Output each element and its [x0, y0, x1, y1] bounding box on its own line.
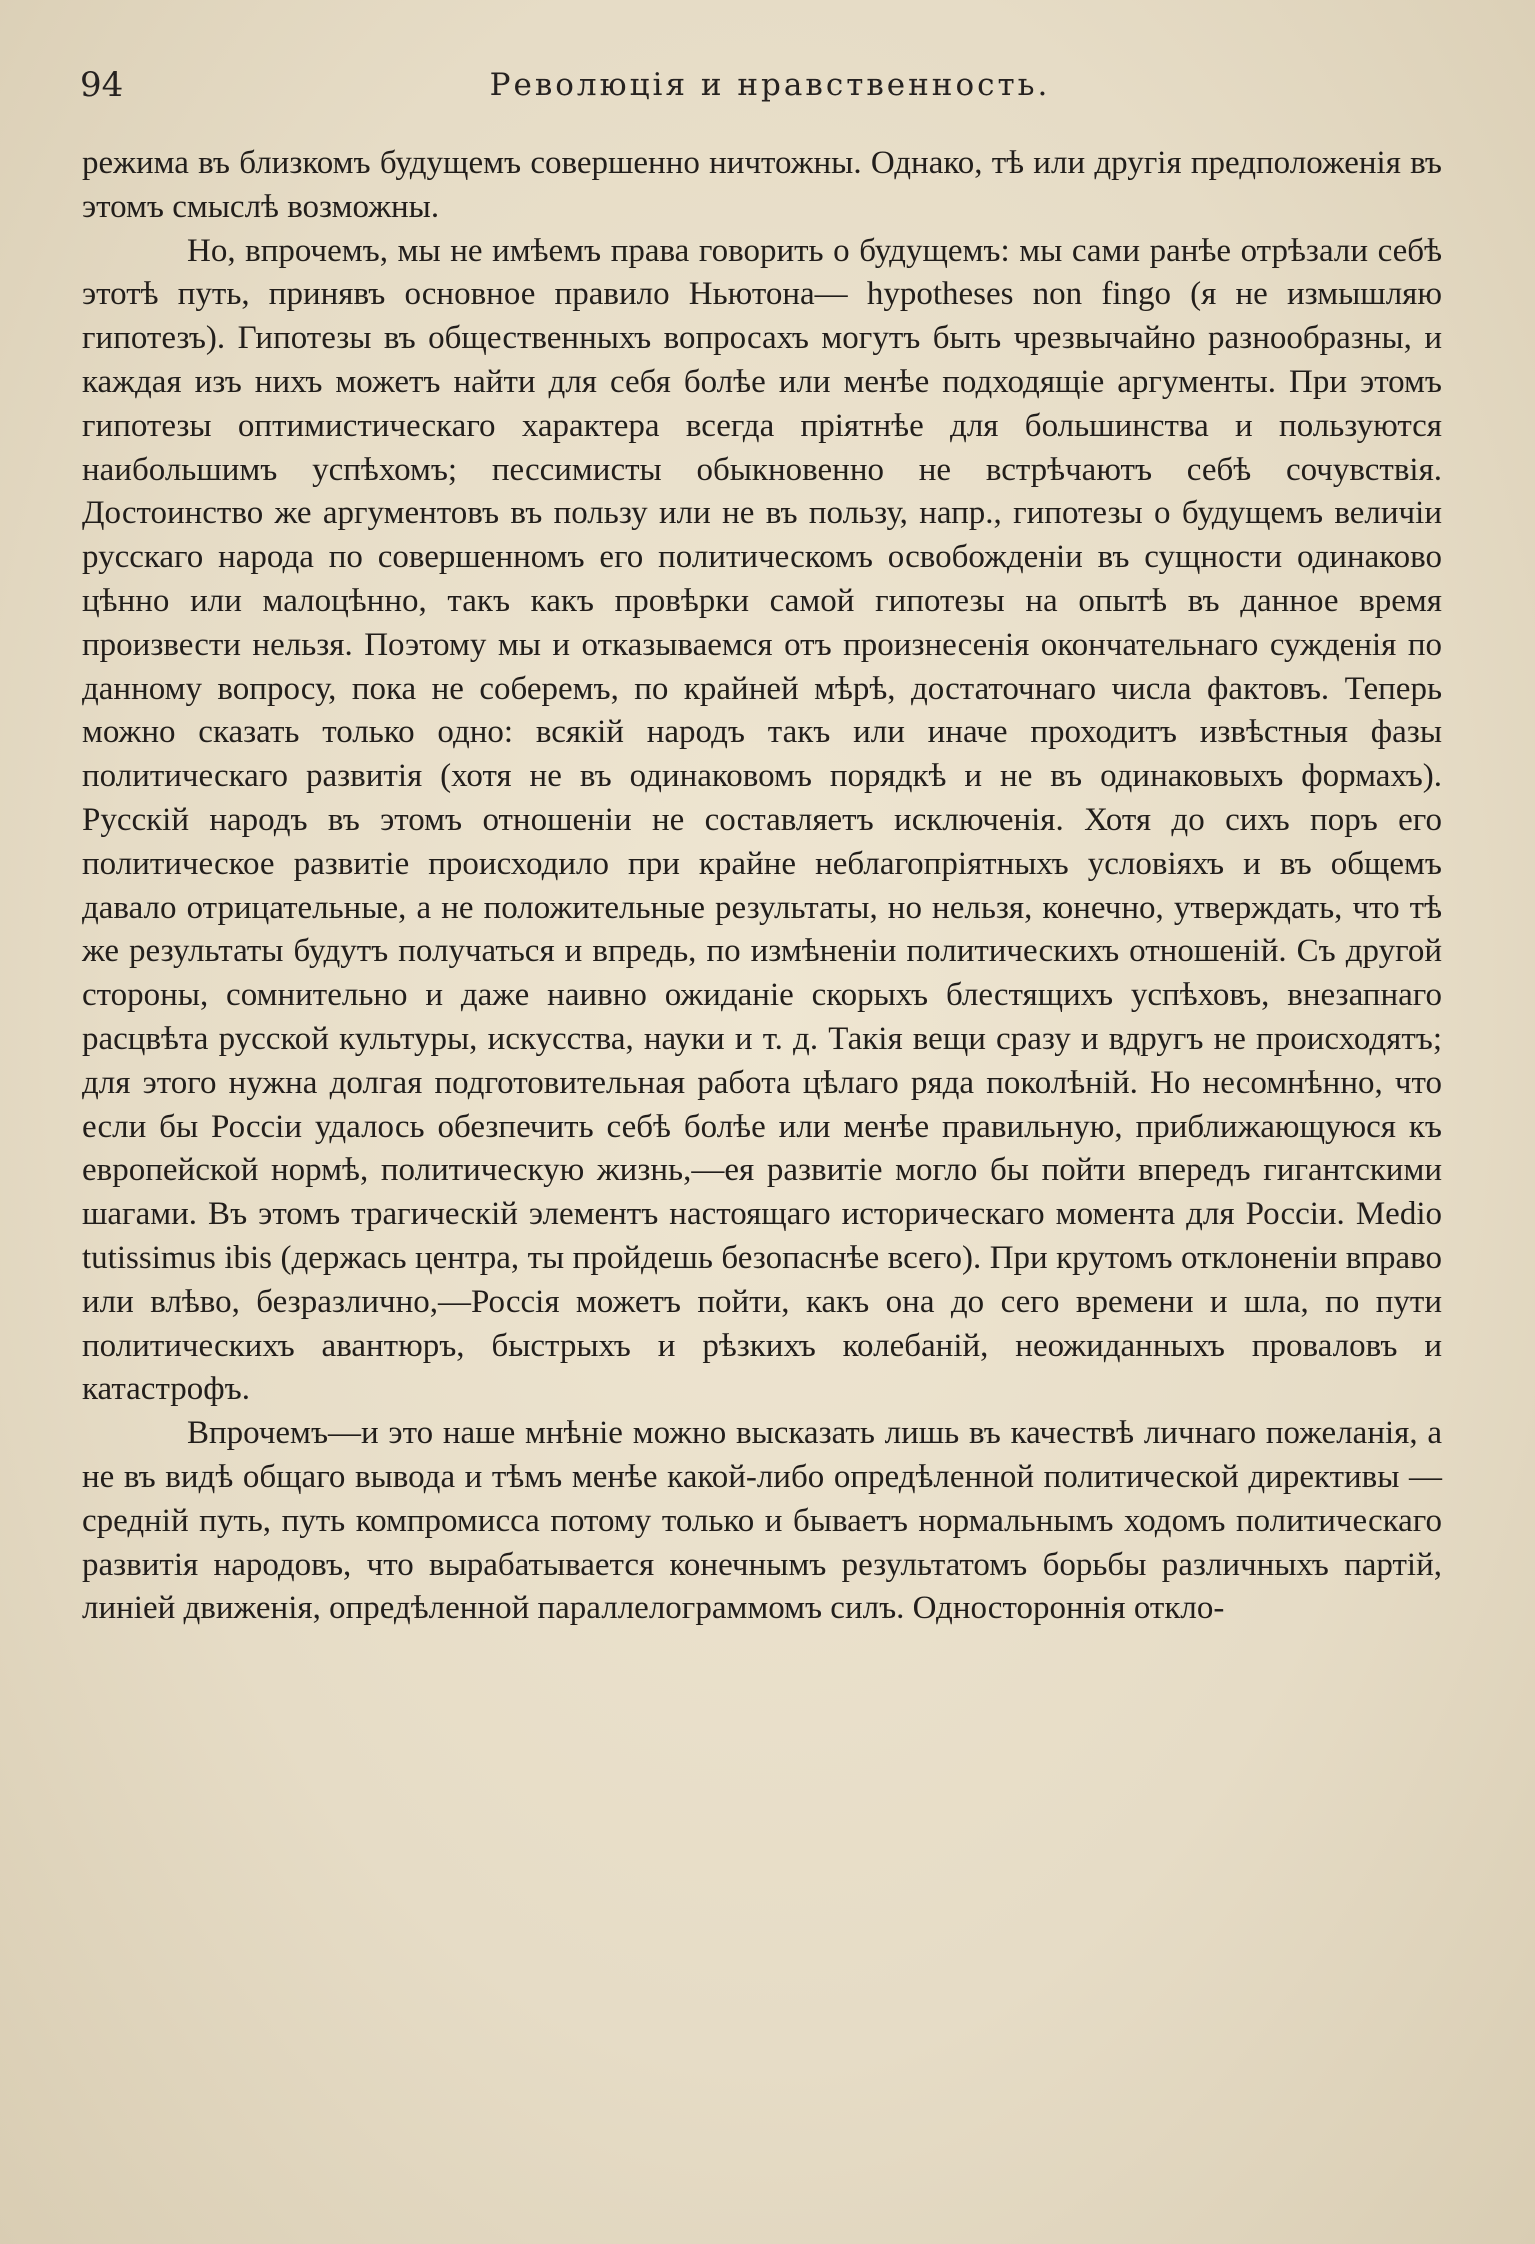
paragraph: Но, впрочемъ, мы не имѣемъ права говорить о будущемъ: мы сами ранѣе отрѣзали себѣ этотѣ путь, принявъ основное правило Ньютона— hypotheses non fingo (я не измышляю гипотезъ). Гипотезы въ общественныхъ вопросахъ могутъ быть чрезвычайно разнообразны, и каждая изъ нихъ можетъ найти для себя болѣе или менѣе подходящіе аргументы. При этомъ гипотезы оптимистическаго характера всегда пріятнѣе для большинства и пользуются наибольшимъ успѣхомъ; пессимисты обыкновенно не встрѣчаютъ себѣ сочувствія. Достоинство же аргументовъ въ пользу или не въ пользу, напр., гипотезы о будущемъ величіи русскаго народа по совершенномъ его политическомъ освобожденіи въ сущности одинаково цѣнно или малоцѣнно, такъ какъ провѣрки самой гипотезы на опытѣ въ данное время произвести нельзя. Поэтому мы и отказываемся отъ произнесенія окончательнаго сужденія по данному вопросу, пока не соберемъ, по крайней мѣрѣ, достаточнаго числа фактовъ. Теперь можно сказать только одно: всякій народъ такъ или иначе проходитъ извѣстныя фазы политическаго развитія (хотя не въ одинаковомъ порядкѣ и не въ одинаковыхъ формахъ). Русскій народъ въ этомъ отношеніи не составляетъ исключенія. Хотя до сихъ поръ его политическое развитіе происходило при крайне неблагопріятныхъ условіяхъ и въ общемъ давало отрицательные, а не положительные результаты, но нельзя, конечно, утверждать, что тѣ же результаты будутъ получаться и впредь, по измѣненіи политическихъ отношеній. Съ другой стороны, сомнительно и даже наивно ожиданіе скорыхъ блестящихъ успѣховъ, внезапнаго расцвѣта русской культуры, искусства, науки и т. д. Такія вещи сразу и вдругъ не происходятъ; для этого нужна долгая подготовительная работа цѣлаго ряда поколѣній. Но несомнѣнно, что если бы Россіи удалось обезпечить себѣ болѣе или менѣе правильную, приближающуюся къ европейской нормѣ, политическую жизнь,—ея развитіе могло бы пойти впередъ гигантскими шагами. Въ этомъ трагическій элементъ настоящаго историческаго момента для Россіи. Medio tutissimus ibis (держась центра, ты пройдешь безопаснѣе всего). При крутомъ отклоненіи вправо или влѣво, безразлично,—Россія можетъ пойти, какъ она до сего времени и шла, по пути политическихъ авантюръ, быстрыхъ и рѣзкихъ колебаній, неожиданныхъ проваловъ и катастрофъ.: [82, 232, 1442, 1408]
paragraph: Впрочемъ—и это наше мнѣніе можно высказать лишь въ качествѣ личнаго пожеланія, а не въ видѣ общаго вывода и тѣмъ менѣе какой-либо опредѣленной политической директивы — средній путь, путь компромисса потому только и бываетъ нормальнымъ ходомъ политическаго развитія народовъ, что вырабатывается конечнымъ результатомъ борьбы различныхъ партій, линіей движенія, опредѣленной параллелограммомъ силъ. Одностороннія откло-: [82, 1415, 1442, 1627]
paragraph-continuation: режима въ близкомъ будущемъ совершенно ничтожны. Однако, тѣ или другія предположенія въ этомъ смыслѣ возможны.: [82, 145, 1442, 225]
page-number: 94: [80, 65, 124, 105]
body-text: [82, 142, 1442, 1631]
page-header: [80, 60, 1460, 110]
running-title: Революція и нравственность.: [489, 67, 1051, 103]
